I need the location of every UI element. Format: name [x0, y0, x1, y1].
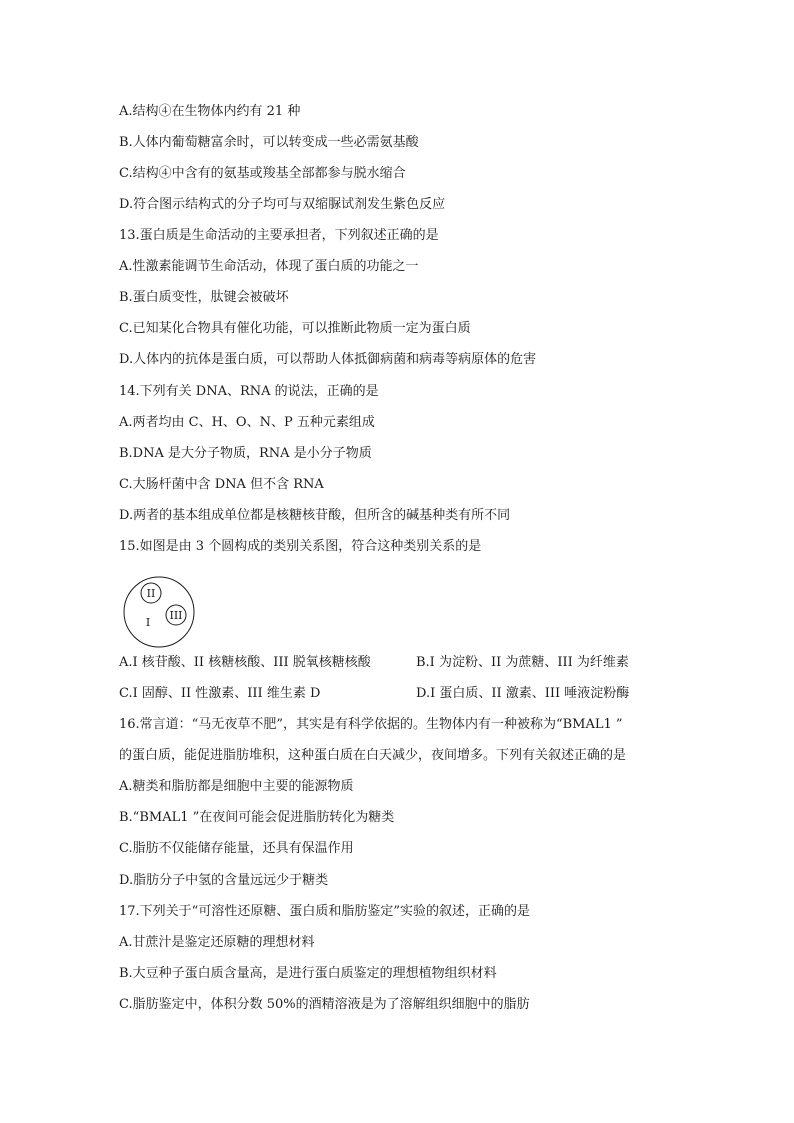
q14-option-c: C.大肠杆菌中含 DNA 但不含 RNA — [119, 477, 324, 492]
q16-option-c: C.脂肪不仅能储存能量，还具有保温作用 — [119, 841, 354, 856]
q16-option-d: D.脂肪分子中氢的含量远远少于糖类 — [119, 873, 329, 888]
q15-option-b: B.I 为淀粉、II 为蔗糖、III 为纤维素 — [416, 655, 629, 670]
q17-option-a: A.甘蔗汁是鉴定还原糖的理想材料 — [119, 935, 315, 950]
label-iii: III — [169, 609, 183, 622]
q17-stem: 17.下列关于“可溶性还原糖、蛋白质和脂肪鉴定”实验的叙述，正确的是 — [119, 904, 530, 919]
q14-stem: 14.下列有关 DNA、RNA 的说法，正确的是 — [119, 384, 379, 399]
q13-stem: 13.蛋白质是生命活动的主要承担者，下列叙述正确的是 — [119, 228, 439, 243]
q14-option-d: D.两者的基本组成单位都是核糖核苷酸，但所含的碱基种类有所不同 — [119, 508, 511, 523]
label-i: I — [145, 616, 151, 629]
q12-option-a: A.结构④在生物体内约有 21 种 — [119, 104, 301, 119]
q15-option-a: A.I 核苷酸、II 核糖核酸、III 脱氧核糖核酸 — [119, 655, 371, 670]
q16-option-a: A.糖类和脂肪都是细胞中主要的能源物质 — [119, 779, 354, 794]
q12-option-c: C.结构④中含有的氨基或羧基全部都参与脱水缩合 — [119, 166, 406, 181]
q12-option-d: D.符合图示结构式的分子均可与双缩脲试剂发生紫色反应 — [119, 197, 446, 212]
venn-diagram — [122, 575, 196, 649]
q14-option-a: A.两者均由 C、H、O、N、P 五种元素组成 — [119, 415, 375, 430]
q14-option-b: B.DNA 是大分子物质，RNA 是小分子物质 — [119, 446, 372, 461]
q17-option-b: B.大豆种子蛋白质含量高，是进行蛋白质鉴定的理想植物组织材料 — [119, 966, 497, 981]
q17-option-c: C.脂肪鉴定中，体积分数 50%的酒精溶液是为了溶解组织细胞中的脂肪 — [119, 997, 530, 1012]
q12-option-b: B.人体内葡萄糖富余时，可以转变成一些必需氨基酸 — [119, 135, 419, 150]
q16-stem-line1: 16.常言道：“马无夜草不肥”，其实是有科学依据的。生物体内有一种被称为“BMAL1 ” — [119, 717, 623, 732]
label-ii: II — [146, 587, 156, 600]
q15-stem: 15.如图是由 3 个圆构成的类别关系图，符合这种类别关系的是 — [119, 539, 482, 554]
q13-option-a: A.性激素能调节生命活动，体现了蛋白质的功能之一 — [119, 259, 419, 274]
q15-option-c: C.I 固醇、II 性激素、III 维生素 D — [119, 686, 321, 701]
q15-option-d: D.I 蛋白质、II 激素、III 唾液淀粉酶 — [416, 686, 630, 701]
q13-option-b: B.蛋白质变性，肽键会被破坏 — [119, 290, 289, 305]
q16-stem-line2: 的蛋白质，能促进脂肪堆积，这种蛋白质在白天减少，夜间增多。下列有关叙述正确的是 — [119, 748, 627, 763]
q16-option-b: B.“BMAL1 ”在夜间可能会促进脂肪转化为糖类 — [119, 810, 395, 825]
q13-option-c: C.已知某化合物具有催化功能，可以推断此物质一定为蛋白质 — [119, 321, 471, 336]
q13-option-d: D.人体内的抗体是蛋白质，可以帮助人体抵御病菌和病毒等病原体的危害 — [119, 352, 537, 367]
